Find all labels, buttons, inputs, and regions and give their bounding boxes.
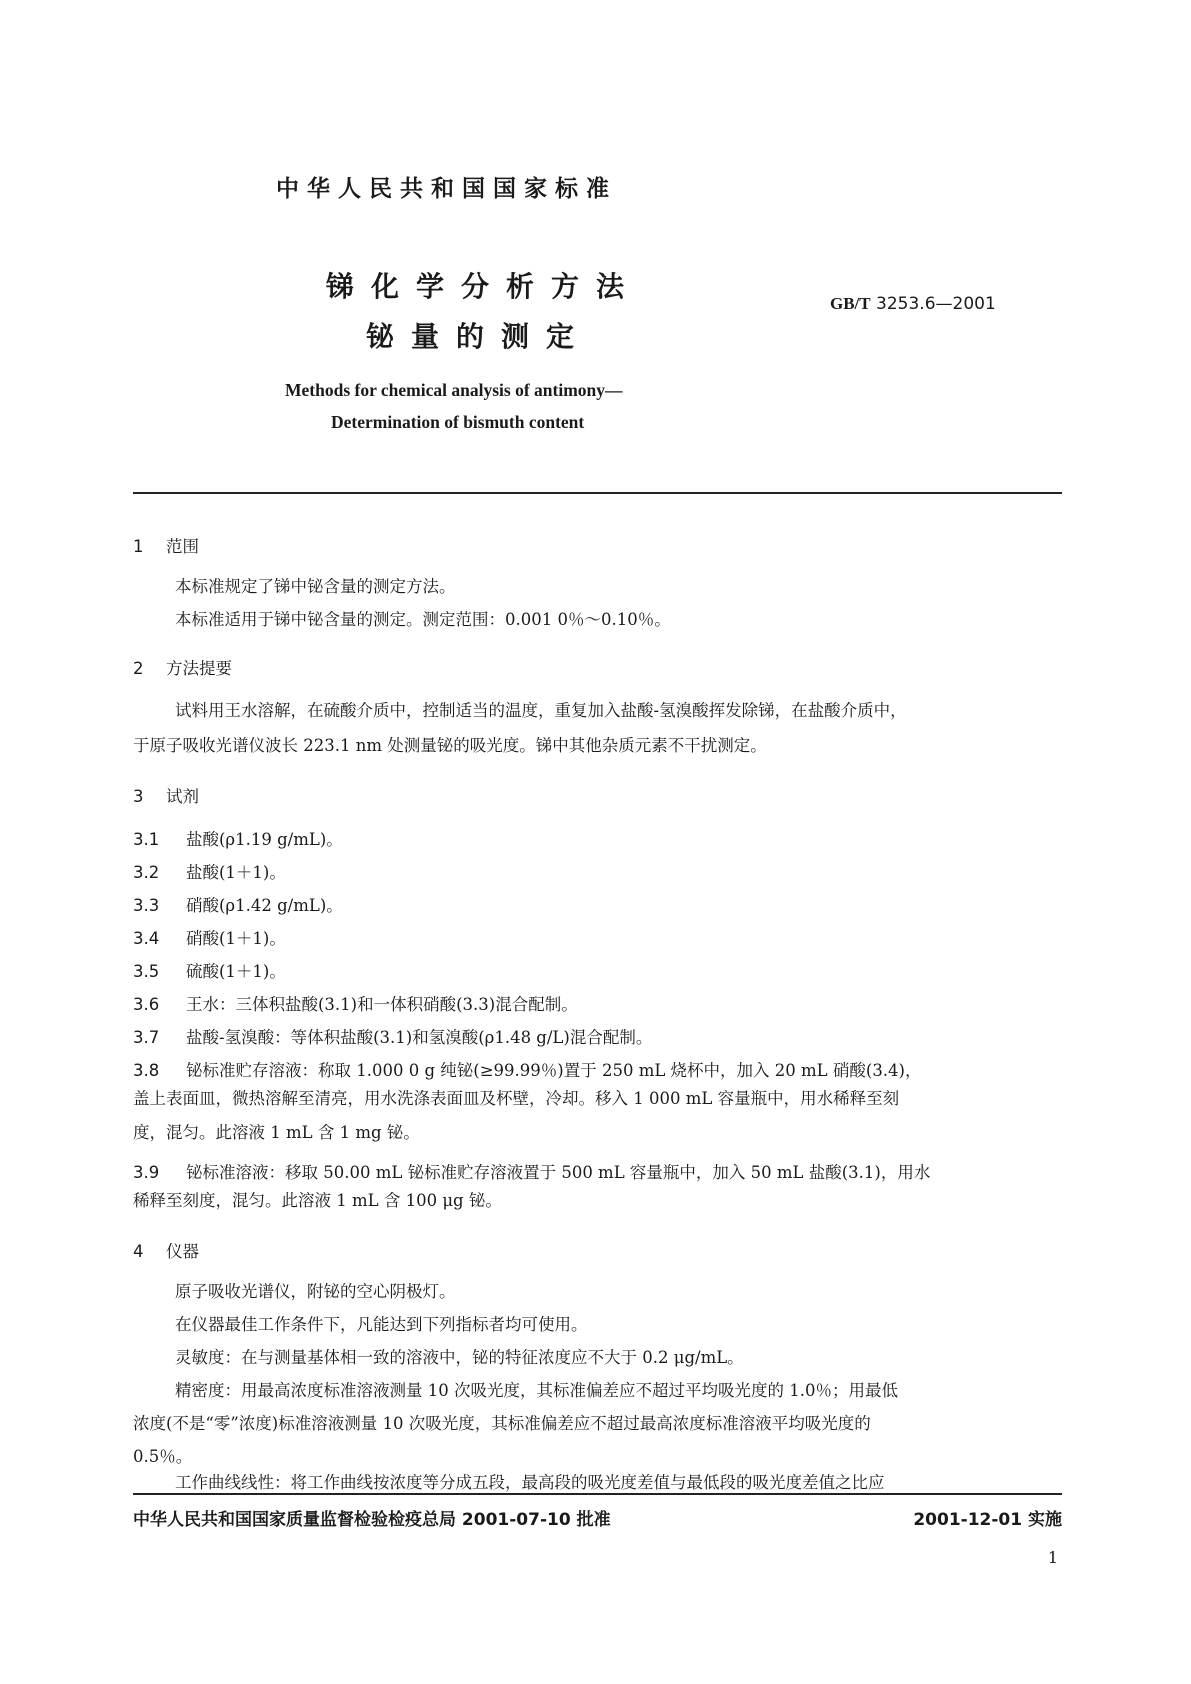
paragraph: 浓度(不是“零”浓度)标准溶液测量 10 次吸光度，其标准偏差应不超过最高浓度标准溶液平均吸光度的 [133, 1414, 871, 1433]
paragraph: 于原子吸收光谱仪波长 223.1 nm 处测量铋的吸光度。锑中其他杂质元素不干扰测定。 [133, 736, 767, 755]
list-item-continuation: 度，混匀。此溶液 1 mL 含 1 mg 铋。 [133, 1123, 420, 1142]
standard-code [830, 294, 996, 314]
section-number: 3 [133, 787, 144, 806]
section-heading-3 [133, 783, 199, 807]
list-item: 3.9 铋标准溶液：移取 50.00 mL 铋标准贮存溶液置于 500 mL 容量瓶中，加入 50 mL 盐酸(3.1)，用水 [133, 1163, 931, 1182]
section-heading-1 [133, 533, 199, 557]
list-item: 3.7 盐酸-氢溴酸：等体积盐酸(3.1)和氢溴酸(ρ1.48 g/L)混合配制。 [133, 1028, 653, 1047]
standard-org-title: 中华人民共和国国家标准 [276, 176, 617, 202]
list-item: 3.3 硝酸(ρ1.42 g/mL)。 [133, 896, 343, 915]
paragraph: 0.5％。 [133, 1447, 193, 1466]
section-title: 方法提要 [166, 659, 232, 678]
section-number: 2 [133, 659, 144, 678]
header-divider [133, 492, 1062, 494]
section-number: 4 [133, 1242, 144, 1261]
list-item-continuation: 稀释至刻度，混匀。此溶液 1 mL 含 100 μg 铋。 [133, 1191, 502, 1210]
list-item: 3.2 盐酸(1＋1)。 [133, 863, 286, 882]
list-item: 3.8 铋标准贮存溶液：称取 1.000 0 g 纯铋(≥99.99％)置于 250 mL 烧杯中，加入 20 mL 硝酸(3.4)， [133, 1061, 922, 1080]
paragraph: 本标准规定了锑中铋含量的测定方法。 [175, 577, 456, 596]
approval-note: 中华人民共和国国家质量监督检验检疫总局 2001-07-10 批准 [133, 1510, 611, 1530]
footer-divider [133, 1493, 1062, 1495]
standard-code-number: 3253.6—2001 [876, 294, 996, 314]
list-item: 3.6 王水：三体积盐酸(3.1)和一体积硝酸(3.3)混合配制。 [133, 995, 578, 1014]
english-title-line1: Methods for chemical analysis of antimony— [285, 380, 623, 400]
list-item: 3.5 硫酸(1＋1)。 [133, 962, 286, 981]
section-heading-2 [133, 655, 232, 679]
paragraph: 原子吸收光谱仪，附铋的空心阴极灯。 [175, 1282, 456, 1301]
chinese-title-line1: 锑化学分析方法 [326, 270, 642, 303]
paragraph: 工作曲线线性：将工作曲线按浓度等分成五段，最高段的吸光度差值与最低段的吸光度差值之比应 [175, 1473, 885, 1492]
section-number: 1 [133, 537, 144, 556]
list-item: 3.1 盐酸(ρ1.19 g/mL)。 [133, 830, 343, 849]
paragraph: 试料用王水溶解，在硫酸介质中，控制适当的温度，重复加入盐酸-氢溴酸挥发除锑，在盐酸介质中， [175, 701, 907, 720]
section-title: 试剂 [166, 787, 199, 806]
section-heading-4 [133, 1238, 199, 1262]
implementation-date: 2001-12-01 实施 [913, 1510, 1062, 1530]
paragraph: 本标准适用于锑中铋含量的测定。测定范围：0.001 0％～0.10％。 [175, 610, 671, 629]
list-item-continuation: 盖上表面皿，微热溶解至清亮，用水洗涤表面皿及杯壁，冷却。移入 1 000 mL 容量瓶中，用水稀释至刻 [133, 1089, 900, 1108]
section-title: 范围 [166, 537, 199, 556]
paragraph: 在仪器最佳工作条件下，凡能达到下列指标者均可使用。 [175, 1315, 588, 1334]
standard-code-prefix: GB/T [830, 294, 871, 313]
paragraph: 灵敏度：在与测量基体相一致的溶液中，铋的特征浓度应不大于 0.2 μg/mL。 [175, 1348, 744, 1367]
english-title-line2: Determination of bismuth content [331, 412, 585, 432]
chinese-title-line2: 铋量的测定 [366, 320, 592, 353]
section-title: 仪器 [166, 1242, 199, 1261]
paragraph: 精密度：用最高浓度标准溶液测量 10 次吸光度，其标准偏差应不超过平均吸光度的 1.0％；用最低 [175, 1381, 898, 1400]
page-number: 1 [1047, 1548, 1058, 1567]
list-item: 3.4 硝酸(1＋1)。 [133, 929, 286, 948]
